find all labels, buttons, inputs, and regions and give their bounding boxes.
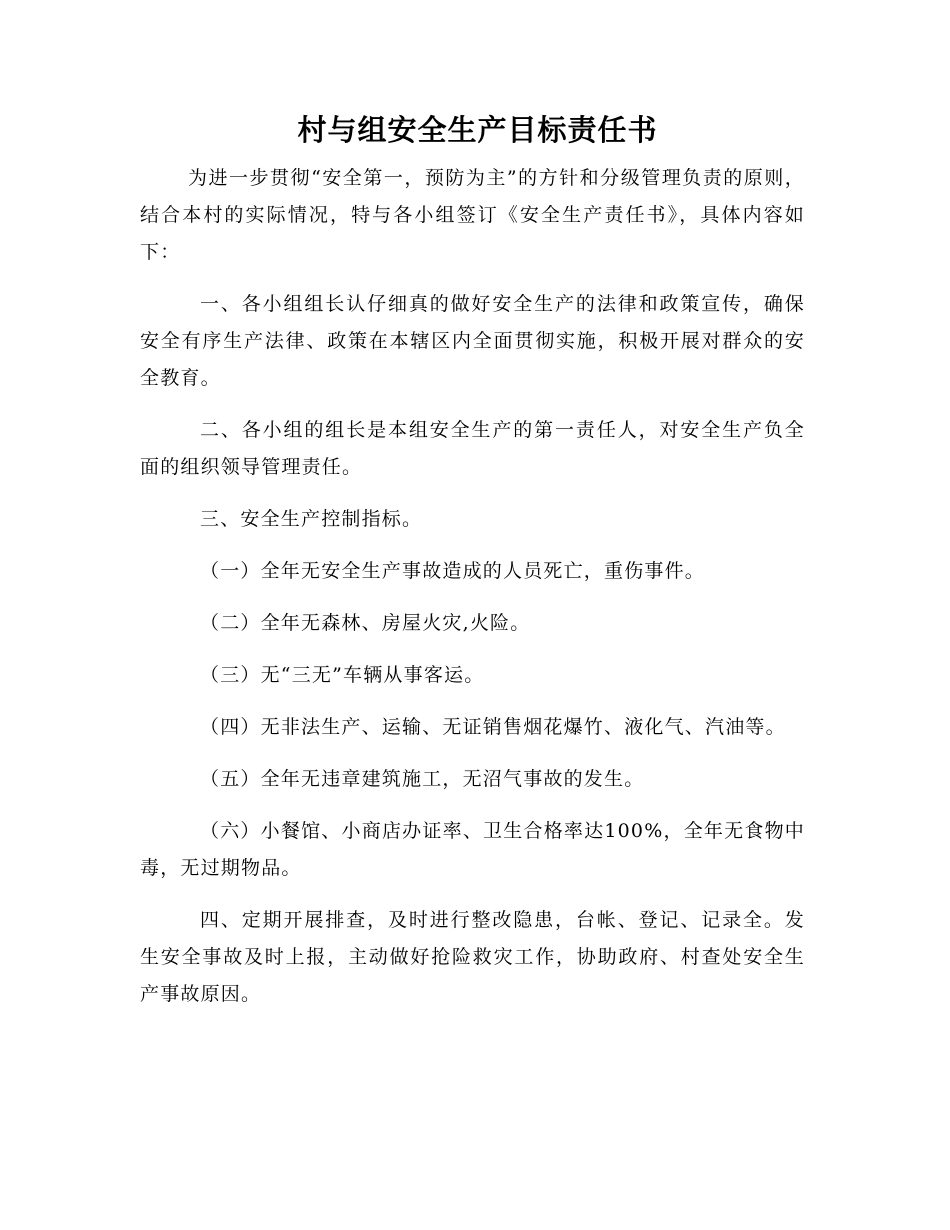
clause-four: 四、定期开展排查，及时进行整改隐患，台帐、登记、记录全。发生安全事故及时上报，主动做好抢险救灾工作，协助政府、村查处安全生产事故原因。 — [140, 909, 805, 1005]
clause-one: 一、各小组组长认仔细真的做好安全生产的法律和政策宣传，确保安全有序生产法律、政策在本辖区内全面贯彻实施，积极开展对群众的安全教育。 — [140, 293, 805, 389]
clause-three: 三、安全生产控制指标。 — [200, 508, 423, 530]
clause-two: 二、各小组的组长是本组安全生产的第一责任人，对安全生产负全面的组织领导管理责任。 — [140, 419, 805, 478]
sub-clause-six: （六）小餐馆、小商店办证率、卫生合格率达100%，全年无食物中毒，无过期物品。 — [140, 820, 805, 879]
sub-clause-five: （五）全年无违章建筑施工，无沼气事故的发生。 — [200, 768, 645, 790]
sub-clause-two: （二）全年无森林、房屋火灾,火险。 — [200, 612, 531, 634]
sub-clause-one: （一）全年无安全生产事故造成的人员死亡，重伤事件。 — [200, 560, 706, 582]
sub-clause-three: （三）无“三无”车辆从事客运。 — [200, 664, 485, 686]
intro-paragraph: 为进一步贯彻“安全第一，预防为主”的方针和分级管理负责的原则，结合本村的实际情况，特与各小组签订《安全生产责任书》，具体内容如下： — [140, 167, 805, 263]
document-title: 村与组安全生产目标责任书 — [297, 113, 658, 147]
document-page — [140, 110, 805, 1013]
sub-clause-four: （四）无非法生产、运输、无证销售烟花爆竹、液化气、汽油等。 — [200, 716, 786, 738]
